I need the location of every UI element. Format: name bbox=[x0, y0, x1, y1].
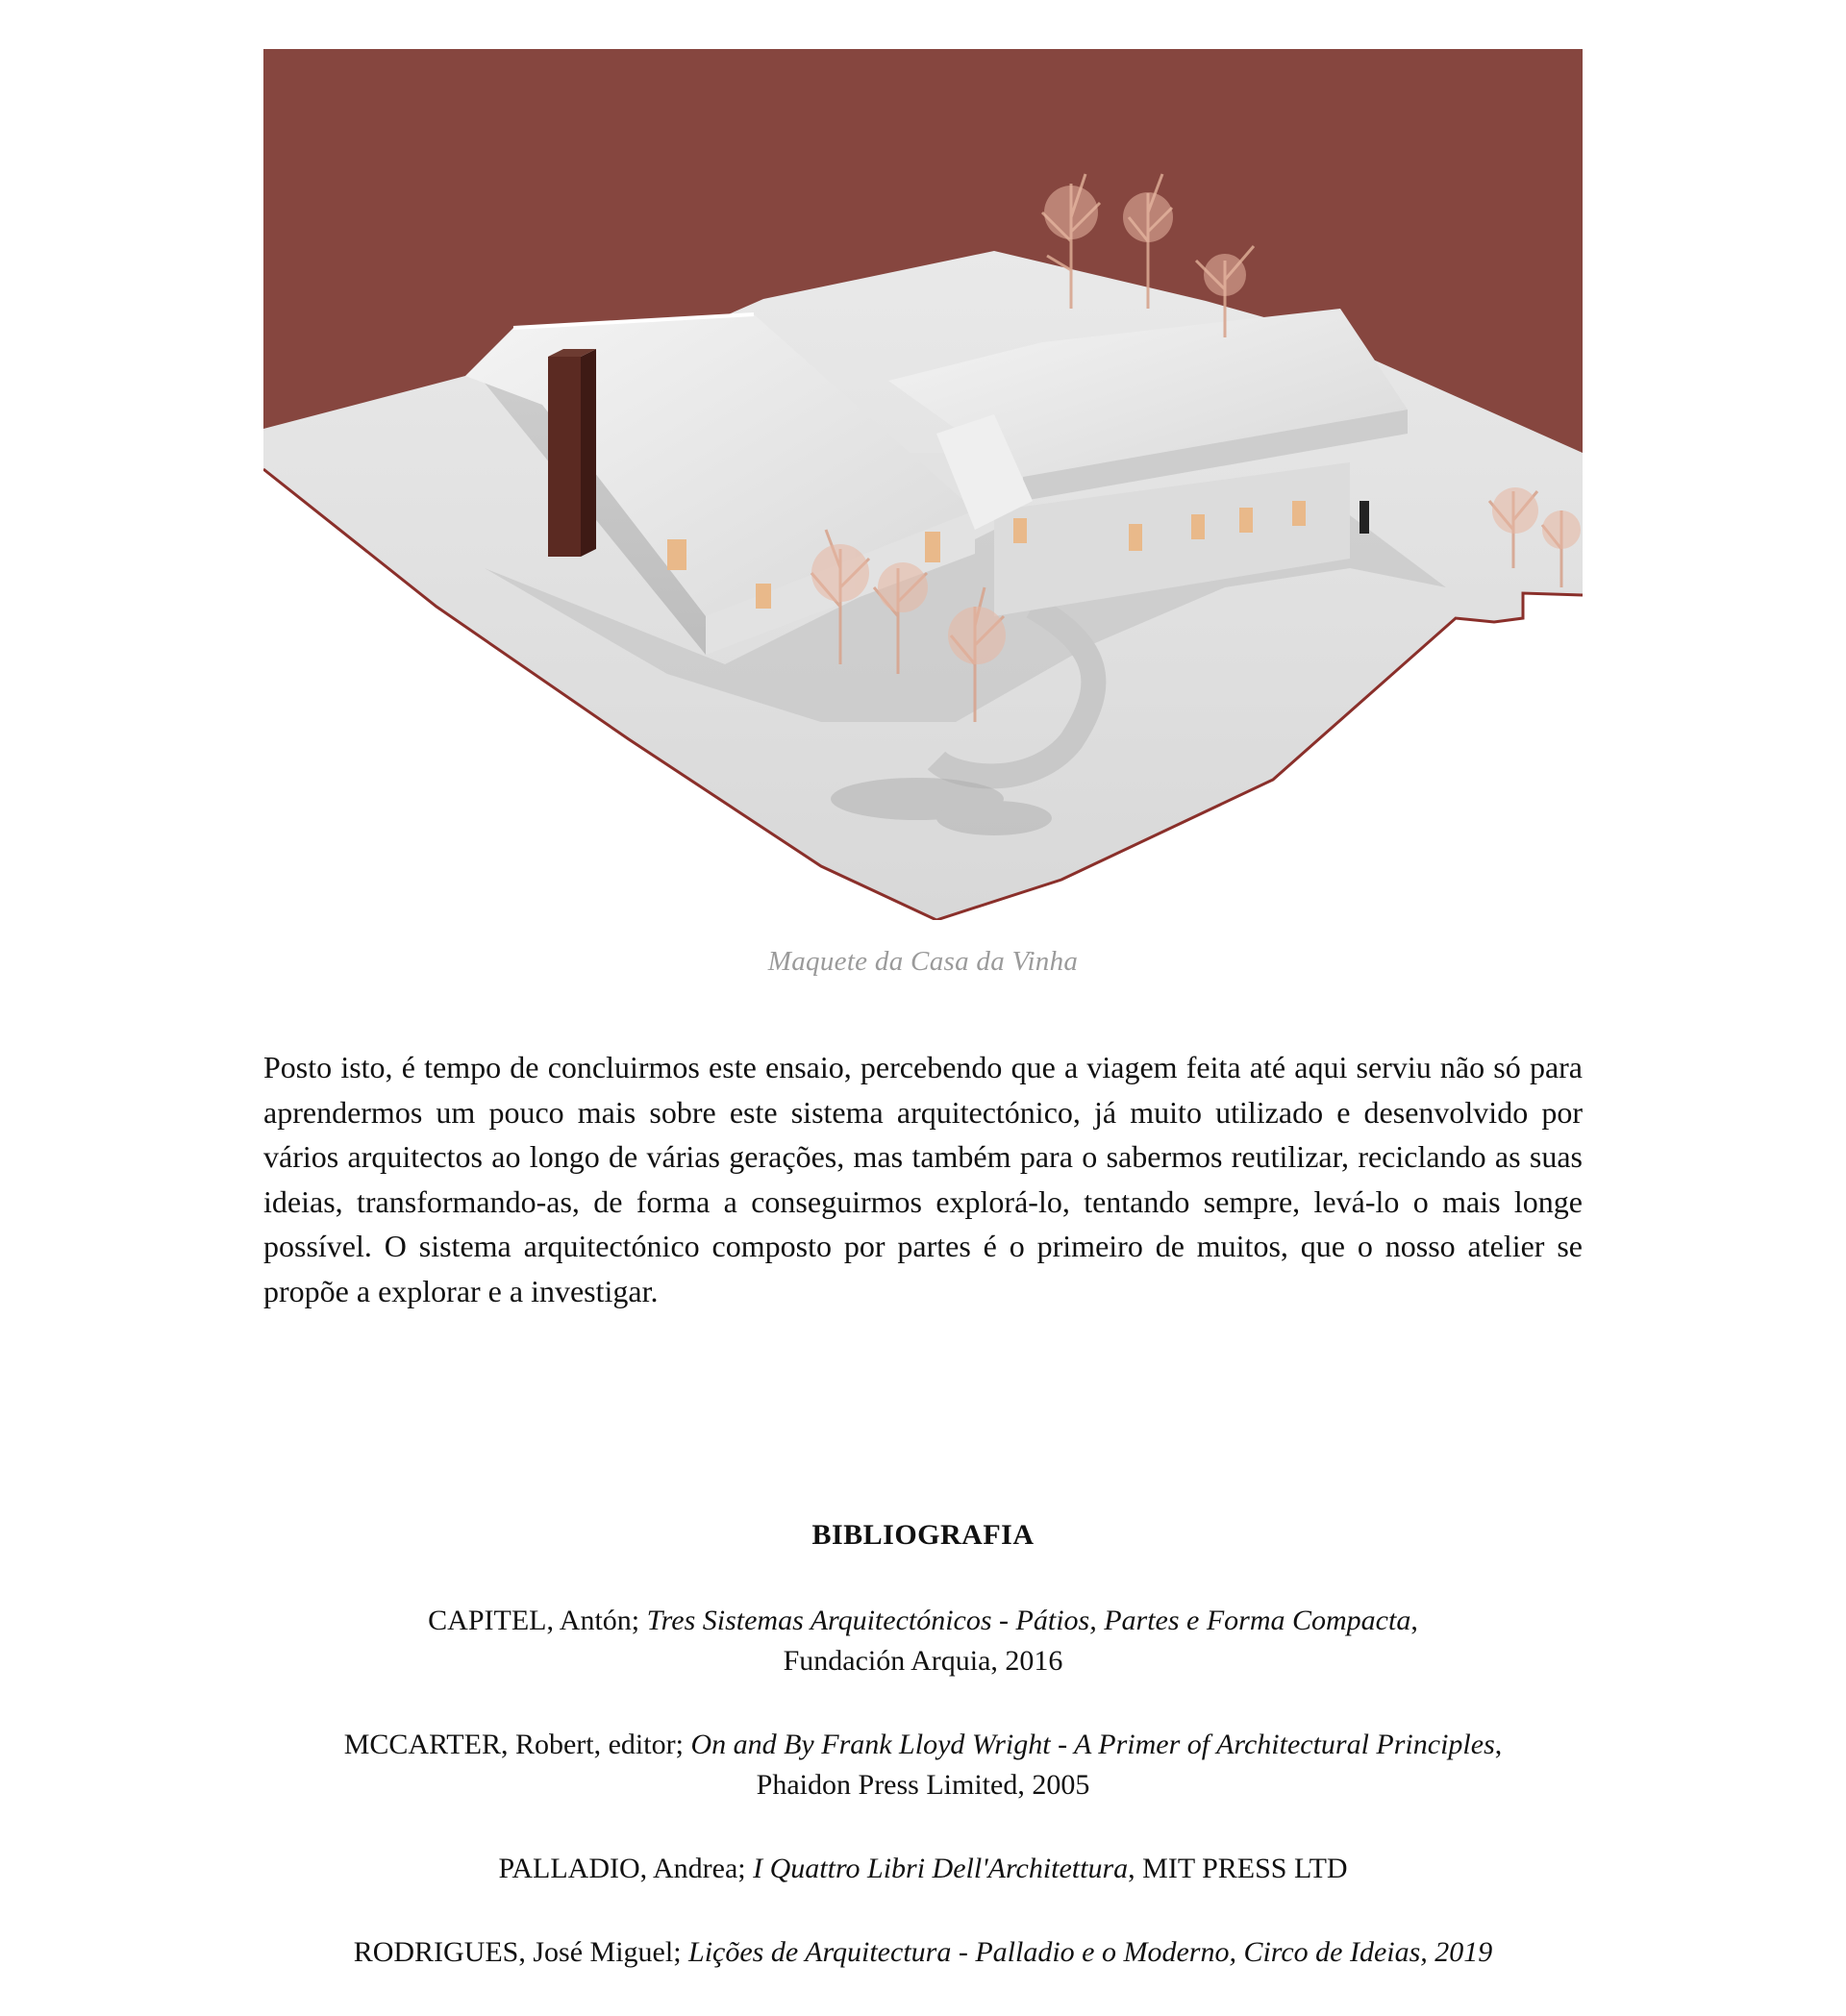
bib-author: PALLADIO, Andrea; bbox=[498, 1853, 754, 1884]
bibliography-entry bbox=[263, 1932, 1583, 1973]
bib-author: CAPITEL, Antón; bbox=[428, 1605, 647, 1636]
scale-figure bbox=[1360, 501, 1369, 534]
bib-publisher: Fundación Arquia, 2016 bbox=[783, 1645, 1063, 1677]
architectural-model-figure bbox=[263, 49, 1583, 920]
architectural-model-image bbox=[263, 49, 1583, 920]
bibliography-entry bbox=[263, 1849, 1583, 1889]
bib-after-title: , MIT PRESS LTD bbox=[1128, 1853, 1348, 1884]
bibliography-heading: BIBLIOGRAFIA bbox=[811, 1519, 1035, 1551]
bib-publisher: Phaidon Press Limited, 2005 bbox=[756, 1769, 1090, 1801]
body-paragraph: Posto isto, é tempo de concluirmos este ensaio, percebendo que a viagem feita até aqui serviu não só para aprendermos um pouco mais sobre este sistema arquitectónico, já muito utilizado e desenvolvido por vários arquitectos ao longo de várias gerações, mas também para o sabermos reutilizar, reciclando as suas ideias, transformando-as, de forma a conseguirmos explorá-lo, tentando sempre, levá-lo o mais longe possível. O sistema arquitectónico composto por partes é o primeiro de muitos, que o nosso atelier se propõe a explorar e a investigar. bbox=[263, 1050, 1583, 1308]
bib-title: I Quattro Libri Dell'Architettura bbox=[753, 1853, 1129, 1884]
figure-caption: Maquete da Casa da Vinha bbox=[767, 946, 1079, 977]
bibliography-entry bbox=[263, 1601, 1583, 1681]
chimney bbox=[548, 357, 581, 557]
bib-author: RODRIGUES, José Miguel; bbox=[353, 1936, 689, 1968]
bib-title: On and By Frank Lloyd Wright - A Primer of Architectural Principles bbox=[690, 1729, 1495, 1760]
bib-title: Tres Sistemas Arquitectónicos - Pátios, Partes e Forma Compacta bbox=[646, 1605, 1411, 1636]
bib-title: Lições de Arquitectura - Palladio e o Moderno, Circo de Ideias, 2019 bbox=[688, 1936, 1493, 1968]
bibliography-list bbox=[263, 1601, 1583, 2016]
bib-author: MCCARTER, Robert, editor; bbox=[343, 1729, 691, 1760]
chimney-side bbox=[581, 349, 596, 557]
bibliography-entry bbox=[263, 1725, 1583, 1805]
bib-after-title: , bbox=[1410, 1605, 1418, 1636]
bib-after-title: , bbox=[1494, 1729, 1503, 1760]
